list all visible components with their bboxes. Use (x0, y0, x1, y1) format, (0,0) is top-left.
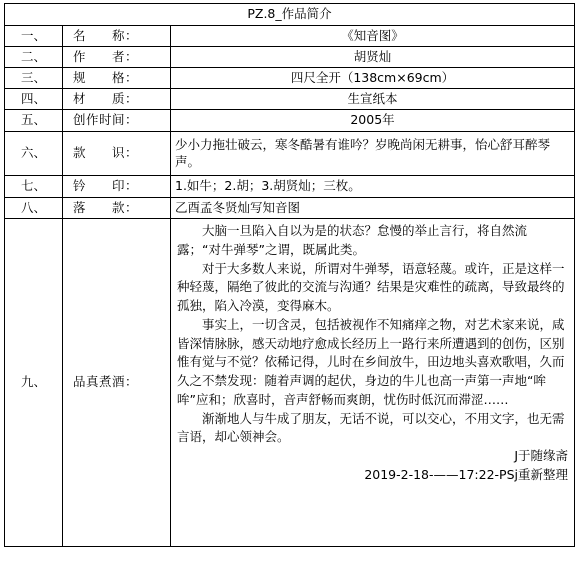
essay-body (177, 222, 568, 447)
row-number: 八、 (5, 198, 63, 219)
row-value: 生宣纸本 (171, 89, 575, 110)
essay-footer (177, 447, 568, 485)
row-label: 创作时间： (63, 110, 171, 132)
row-label: 规 格： (63, 68, 171, 89)
row-number: 七、 (5, 176, 63, 198)
table-row (5, 219, 575, 547)
table-row (5, 198, 575, 219)
row-number: 九、 (5, 219, 63, 547)
essay-paragraph: 对于大多数人来说，所谓对牛弹琴，语意轻蔑。或许，正是这样一种轻蔑，隔绝了彼此的交流与沟通？结果是灾难性的疏离，导致最终的孤独，陷入冷漠，变得麻木。 (177, 260, 565, 313)
row-value: 胡贤灿 (171, 47, 575, 68)
row-number: 六、 (5, 132, 63, 176)
table-row (5, 110, 575, 132)
row-label: 钤 印： (63, 176, 171, 198)
table-row (5, 89, 575, 110)
table-row (5, 26, 575, 47)
row-number: 三、 (5, 68, 63, 89)
row-label: 落 款： (63, 198, 171, 219)
row-value: 少小力拖壮破云，寒冬酷暑有谁吟？岁晚尚闲无耕事，怡心舒耳醉琴声。 (171, 132, 575, 176)
row-label: 材 质： (63, 89, 171, 110)
table-title: PZ.8_作品简介 (5, 4, 575, 26)
essay-paragraph: 渐渐地人与牛成了朋友，无话不说，可以交心，不用文字，也无需言语，却心领神会。 (177, 410, 565, 445)
row-number: 五、 (5, 110, 63, 132)
row-value: 《知音图》 (171, 26, 575, 47)
row-label: 作 者： (63, 47, 171, 68)
row-label: 款 识： (63, 132, 171, 176)
table-row (5, 68, 575, 89)
row-value: 1.如牛；2.胡；3.胡贤灿；三枚。 (171, 176, 575, 198)
artwork-info-table (4, 3, 575, 547)
essay-timestamp: 2019-2-18-——17:22-PSj重新整理 (364, 466, 568, 482)
row-number: 二、 (5, 47, 63, 68)
row-number: 四、 (5, 89, 63, 110)
row-value: 乙酉孟冬贤灿写知音图 (171, 198, 575, 219)
essay-signature: J于随缘斋 (514, 448, 568, 463)
essay-paragraph: 事实上，一切含灵，包括被视作不知痛痒之物，对艺术家来说，咸皆深情脉脉，感天动地疗愈成长经历上一路行来所遭遇到的创伤，区别惟有觉与不觉？依稀记得，儿时在乡间放牛，田边地头喜欢歌唱，久而久之不禁发现：随着声调的起伏，身边的牛儿也高一声第一声地“哞哞”应和；欣喜时，音声舒畅而爽朗，忧伤时低沉而滞涩…… (177, 316, 565, 407)
row-number: 一、 (5, 26, 63, 47)
row-value: 2005年 (171, 110, 575, 132)
table-row (5, 47, 575, 68)
essay-cell (171, 219, 575, 547)
row-label: 品真煮酒： (63, 219, 171, 547)
table-row (5, 176, 575, 198)
table-row (5, 132, 575, 176)
row-label: 名 称： (63, 26, 171, 47)
row-value: 四尺全开（138cm×69cm） (171, 68, 575, 89)
essay-paragraph: 大脑一旦陷入自以为是的状态？怠慢的举止言行，将自然流露；“对牛弹琴”之谓，既属此类。 (177, 223, 528, 257)
